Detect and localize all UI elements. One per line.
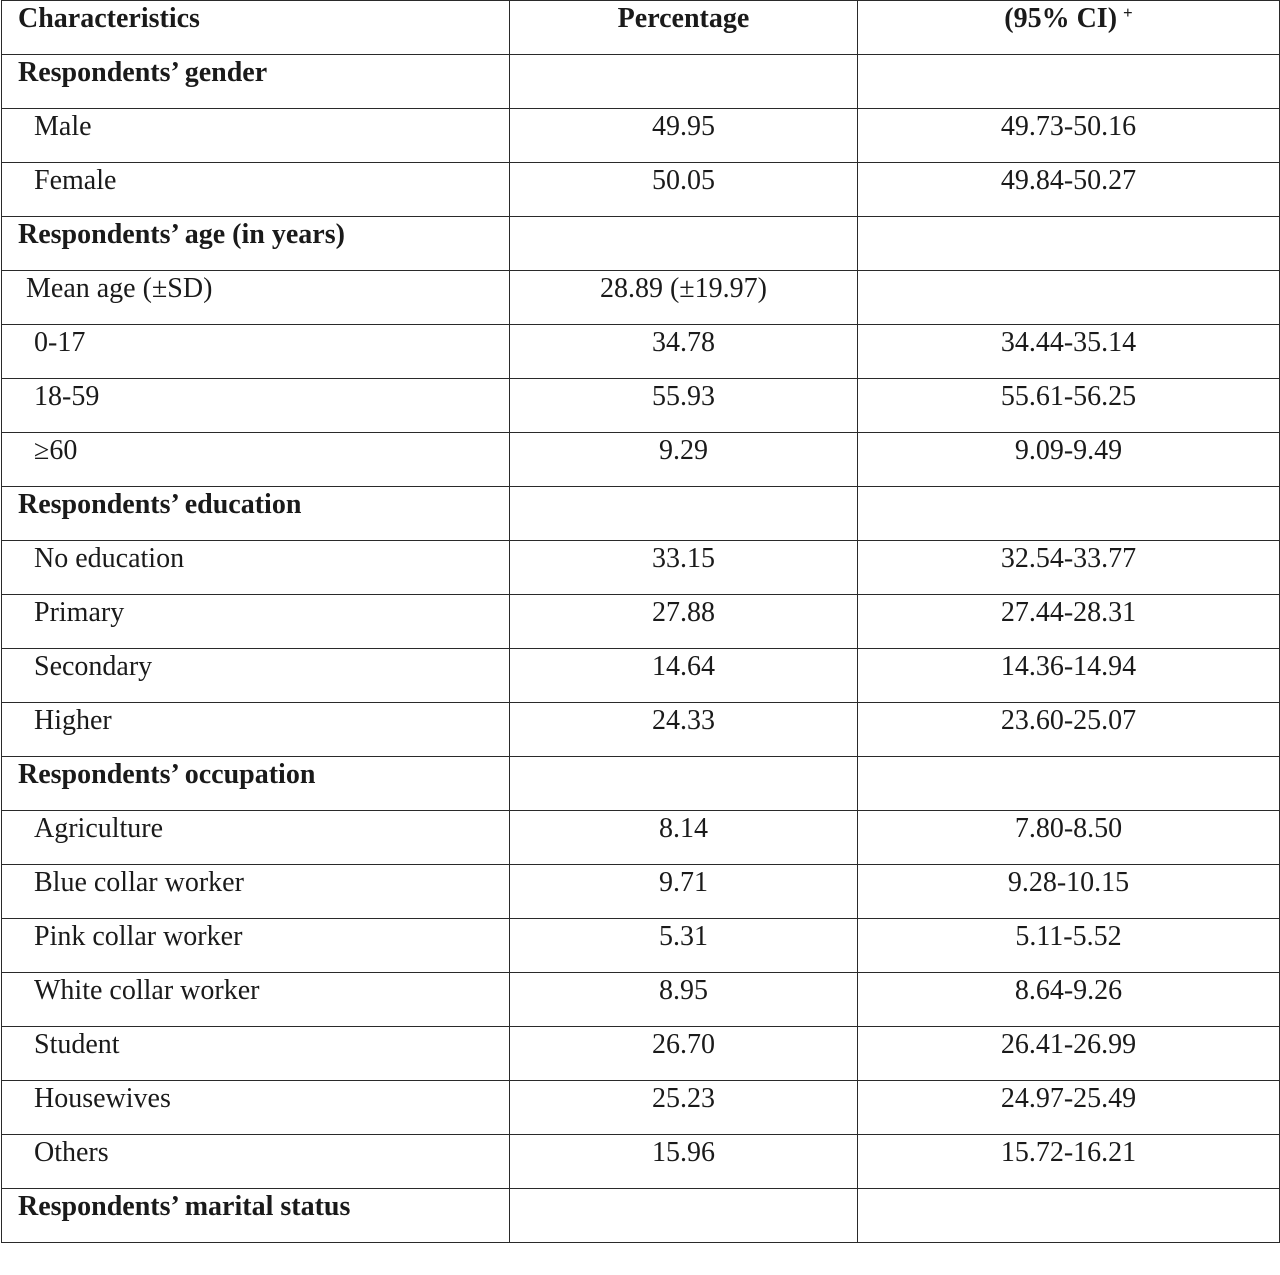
table-row [2, 271, 1280, 325]
row-label: Agriculture [2, 811, 510, 865]
section-title: Respondents’ marital status [2, 1189, 510, 1243]
row-percentage: 9.71 [510, 865, 858, 919]
section-title: Respondents’ education [2, 487, 510, 541]
characteristics-table [1, 0, 1280, 1243]
row-percentage: 34.78 [510, 325, 858, 379]
table-row [2, 649, 1280, 703]
table-row [2, 703, 1280, 757]
row-ci: 9.09-9.49 [858, 433, 1280, 487]
row-label: No education [2, 541, 510, 595]
table-body [2, 55, 1280, 1243]
row-ci: 7.80-8.50 [858, 811, 1280, 865]
section-row [2, 1189, 1280, 1243]
table-row [2, 1135, 1280, 1189]
row-percentage: 50.05 [510, 163, 858, 217]
table-row [2, 1027, 1280, 1081]
row-ci: 23.60-25.07 [858, 703, 1280, 757]
table-row [2, 919, 1280, 973]
section-empty-cell [858, 217, 1280, 271]
table-row [2, 163, 1280, 217]
row-label: White collar worker [2, 973, 510, 1027]
row-label: Female [2, 163, 510, 217]
row-label: Higher [2, 703, 510, 757]
row-label: 0-17 [2, 325, 510, 379]
header-ci-label: (95% CI) [1004, 3, 1118, 34]
row-label: Mean age (±SD) [2, 271, 510, 325]
section-empty-cell [858, 757, 1280, 811]
table-row [2, 811, 1280, 865]
row-percentage: 49.95 [510, 109, 858, 163]
row-ci: 15.72-16.21 [858, 1135, 1280, 1189]
row-percentage: 24.33 [510, 703, 858, 757]
section-title: Respondents’ occupation [2, 757, 510, 811]
header-ci-footnote-marker: + [1123, 3, 1133, 22]
header-percentage: Percentage [510, 1, 858, 55]
row-ci: 32.54-33.77 [858, 541, 1280, 595]
row-percentage: 25.23 [510, 1081, 858, 1135]
section-empty-cell [510, 217, 858, 271]
row-ci: 26.41-26.99 [858, 1027, 1280, 1081]
row-ci: 9.28-10.15 [858, 865, 1280, 919]
section-empty-cell [510, 757, 858, 811]
table-row [2, 325, 1280, 379]
table-row [2, 379, 1280, 433]
row-ci: 49.84-50.27 [858, 163, 1280, 217]
row-ci: 5.11-5.52 [858, 919, 1280, 973]
row-percentage: 9.29 [510, 433, 858, 487]
table-row [2, 541, 1280, 595]
row-ci: 34.44-35.14 [858, 325, 1280, 379]
section-row [2, 55, 1280, 109]
section-empty-cell [858, 1189, 1280, 1243]
row-percentage: 15.96 [510, 1135, 858, 1189]
row-label: Housewives [2, 1081, 510, 1135]
section-row [2, 217, 1280, 271]
row-ci: 14.36-14.94 [858, 649, 1280, 703]
row-percentage: 5.31 [510, 919, 858, 973]
table-row [2, 973, 1280, 1027]
row-percentage: 55.93 [510, 379, 858, 433]
section-row [2, 757, 1280, 811]
table-header-row [2, 1, 1280, 55]
header-ci [858, 1, 1280, 55]
section-empty-cell [858, 55, 1280, 109]
row-label: Primary [2, 595, 510, 649]
table-row [2, 109, 1280, 163]
row-label: Blue collar worker [2, 865, 510, 919]
row-ci: 24.97-25.49 [858, 1081, 1280, 1135]
table-row [2, 1081, 1280, 1135]
row-label: Pink collar worker [2, 919, 510, 973]
row-percentage: 26.70 [510, 1027, 858, 1081]
row-percentage: 14.64 [510, 649, 858, 703]
row-label: Male [2, 109, 510, 163]
row-ci [858, 271, 1280, 325]
row-percentage: 28.89 (±19.97) [510, 271, 858, 325]
row-ci: 27.44-28.31 [858, 595, 1280, 649]
row-ci: 49.73-50.16 [858, 109, 1280, 163]
table-row [2, 433, 1280, 487]
section-empty-cell [510, 487, 858, 541]
row-label: Others [2, 1135, 510, 1189]
table-row [2, 865, 1280, 919]
section-empty-cell [510, 1189, 858, 1243]
row-percentage: 33.15 [510, 541, 858, 595]
section-title: Respondents’ gender [2, 55, 510, 109]
row-label: 18-59 [2, 379, 510, 433]
table-row [2, 595, 1280, 649]
row-percentage: 27.88 [510, 595, 858, 649]
section-row [2, 487, 1280, 541]
section-empty-cell [510, 55, 858, 109]
row-ci: 8.64-9.26 [858, 973, 1280, 1027]
header-characteristics: Characteristics [2, 1, 510, 55]
row-label: Secondary [2, 649, 510, 703]
section-title: Respondents’ age (in years) [2, 217, 510, 271]
row-label: ≥60 [2, 433, 510, 487]
section-empty-cell [858, 487, 1280, 541]
row-percentage: 8.95 [510, 973, 858, 1027]
row-percentage: 8.14 [510, 811, 858, 865]
row-ci: 55.61-56.25 [858, 379, 1280, 433]
row-label: Student [2, 1027, 510, 1081]
